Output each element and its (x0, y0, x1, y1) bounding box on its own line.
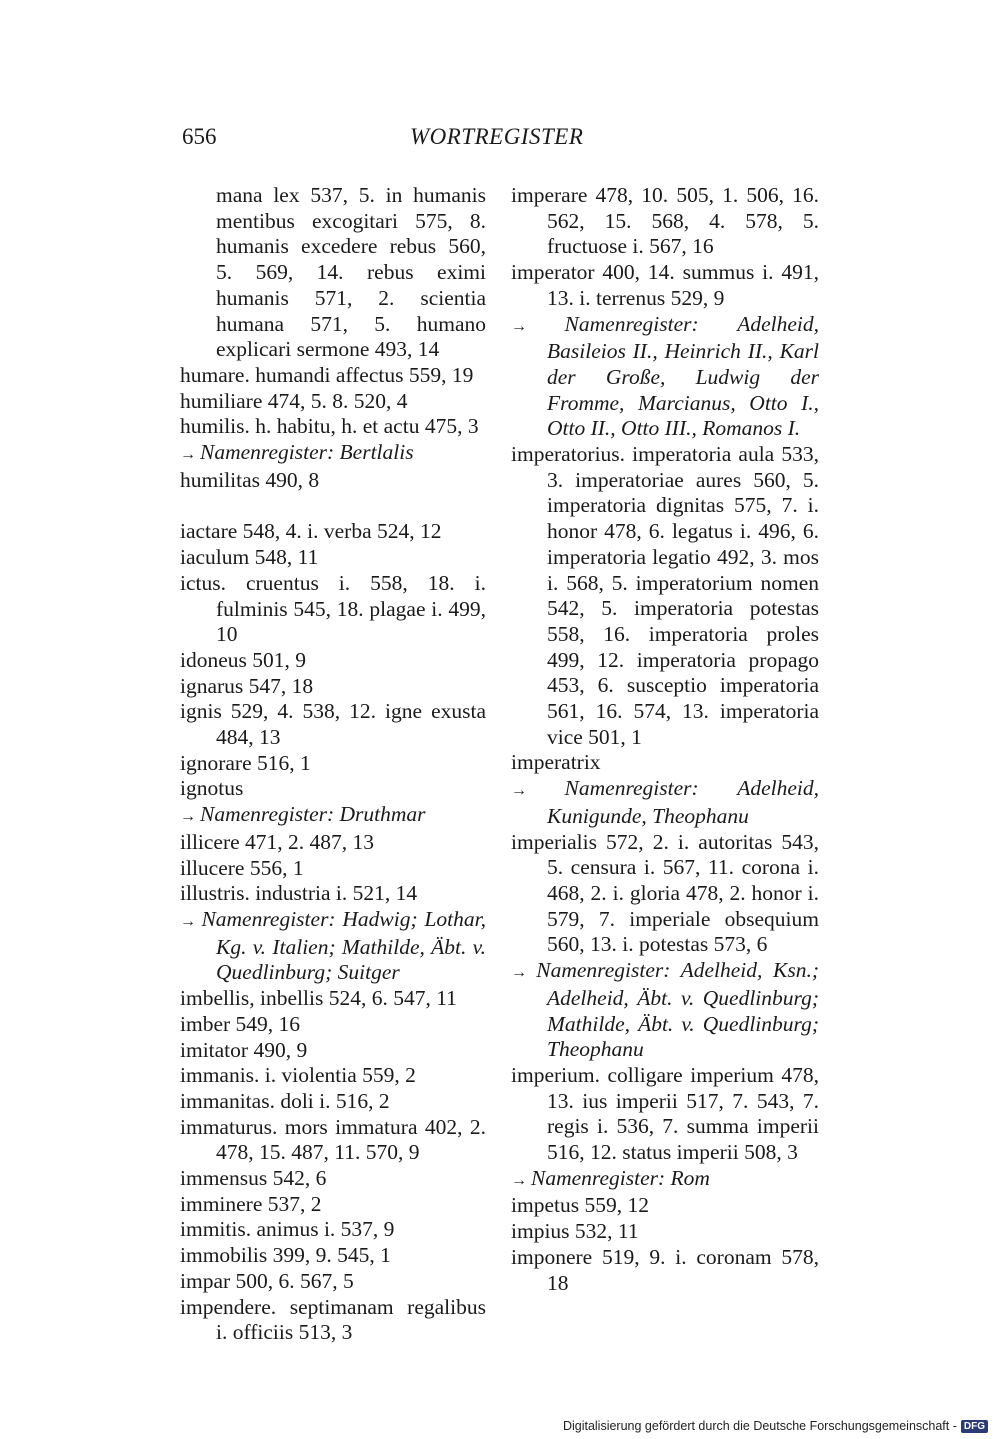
index-entry (180, 519, 486, 545)
entry-text: iactare 548, 4. i. verba 524, 12 (180, 519, 442, 544)
cross-reference (180, 802, 486, 830)
index-entry (180, 856, 486, 882)
index-entry (180, 545, 486, 571)
entry-text: illucere 556, 1 (180, 855, 304, 880)
entry-text: immanis. i. violentia 559, 2 (180, 1063, 416, 1088)
index-entry (180, 1192, 486, 1218)
index-entry (180, 1038, 486, 1064)
letter-section-gap (180, 493, 486, 519)
entry-text: immobilis 399, 9. 545, 1 (180, 1243, 391, 1268)
entry-text: ignorare 516, 1 (180, 750, 311, 775)
index-entry (180, 1243, 486, 1269)
index-entry (180, 1089, 486, 1115)
index-entry (511, 830, 819, 959)
entry-text: illicere 471, 2. 487, 13 (180, 829, 375, 854)
cross-reference (511, 958, 819, 1063)
index-entry (180, 830, 486, 856)
index-entry (180, 468, 486, 494)
index-entry (180, 699, 486, 750)
entry-text: imbellis, inbellis 524, 6. 547, 11 (180, 986, 457, 1011)
entry-text: imperator 400, 14. summus i. 491, 13. i. terrenus 529, 9 (511, 260, 819, 310)
entry-text: iaculum 548, 11 (180, 545, 319, 570)
entry-text: idoneus 501, 9 (180, 647, 307, 672)
index-entry (180, 1295, 486, 1346)
arrow-icon: → (180, 808, 200, 826)
left-column (180, 183, 486, 1346)
index-entry (180, 1166, 486, 1192)
arrow-icon: → (180, 446, 200, 464)
cross-reference (180, 907, 486, 986)
entry-text: Namenregister: Druthmar (200, 802, 426, 827)
entry-text: Namenregister: Hadwig; Lothar, Kg. v. Italien; Mathilde, Äbt. v. Quedlinburg; Suitger (201, 906, 486, 985)
entry-text: mana lex 537, 5. in humanis mentibus excogitari 575, 8. humanis excedere rebus 560, 5. 569, 14. rebus eximi humanis 571, 2. scientia humana 571, 5. humano explicari sermone 493, 14 (216, 183, 486, 362)
cross-reference (511, 312, 819, 443)
index-entry (180, 183, 486, 363)
cross-reference (180, 440, 486, 468)
index-entry (511, 1193, 819, 1219)
cross-reference (511, 776, 819, 829)
cross-reference (511, 1166, 819, 1194)
entry-text: humilitas 490, 8 (180, 467, 320, 492)
running-title: WORTREGISTER (410, 124, 584, 149)
index-entry (180, 389, 486, 415)
entry-text: imperium. colligare imperium 478, 13. ius imperii 517, 7. 543, 7. regis i. 536, 7. summa imperii 516, 12. status imperii 508, 3 (511, 1062, 819, 1165)
page-header (182, 124, 822, 160)
entry-text: impendere. septimanam regalibus i. officiis 513, 3 (180, 1294, 486, 1345)
entry-text: ignis 529, 4. 538, 12. igne exusta 484, 13 (180, 699, 486, 750)
arrow-icon: → (180, 912, 202, 930)
entry-text: imber 549, 16 (180, 1011, 301, 1036)
entry-text: imperatorius. imperatoria aula 533, 3. imperatoriae aures 560, 5. imperatoria dignitas 575, 7. i. honor 478, 6. legatus i. 496, 6. imperatoria legatio 492, 3. mos i. 568, 5. imperatorium nomen 542, 5. imperatoria potestas 558, 16. imperatoria proles 499, 12. imperatoria propago 453, 6. susceptio imperatoria 561, 16. 574, 13. imperatoria vice 501, 1 (511, 442, 819, 749)
index-entry (180, 1217, 486, 1243)
arrow-icon: → (511, 964, 537, 982)
index-entry (511, 183, 819, 260)
entry-text: Namenregister: Adelheid, Ksn.; Adelheid, Äbt. v. Quedlinburg; Mathilde, Äbt. v. Quedlinburg; Theophanu (536, 958, 819, 1062)
index-entry (180, 414, 486, 440)
index-entry (180, 986, 486, 1012)
right-column (511, 183, 819, 1296)
entry-text: humare. humandi affectus 559, 19 (180, 362, 474, 387)
entry-text: impetus 559, 12 (511, 1193, 649, 1218)
index-entry (180, 776, 486, 802)
entry-text: humiliare 474, 5. 8. 520, 4 (180, 388, 408, 413)
entry-text: impius 532, 11 (511, 1219, 639, 1244)
entry-text: imperare 478, 10. 505, 1. 506, 16. 562, 15. 568, 4. 578, 5. fructuose i. 567, 16 (511, 183, 819, 259)
entry-text: imponere 519, 9. i. coronam 578, 18 (511, 1244, 819, 1295)
index-entry (511, 1245, 819, 1296)
entry-text: illustris. industria i. 521, 14 (180, 881, 418, 906)
index-entry (180, 1269, 486, 1295)
entry-text: immitis. animus i. 537, 9 (180, 1217, 395, 1242)
entry-text: immensus 542, 6 (180, 1166, 327, 1191)
entry-text: humilis. h. habitu, h. et actu 475, 3 (180, 414, 479, 439)
index-entry (180, 648, 486, 674)
entry-text: Namenregister: Adelheid, Kunigunde, Theophanu (547, 776, 819, 828)
page-number: 656 (182, 124, 217, 149)
index-entry (180, 1063, 486, 1089)
index-entry (511, 260, 819, 311)
entry-text: imperatrix (511, 750, 601, 775)
entry-text: Namenregister: Adelheid, Basileios II., Heinrich II., Karl der Große, Ludwig der Fromme, Marcianus, Otto I., Otto II., Otto III., Romanos I. (547, 311, 819, 441)
entry-text: ignarus 547, 18 (180, 673, 314, 698)
arrow-icon: → (511, 317, 565, 335)
index-entry (180, 363, 486, 389)
arrow-icon: → (511, 1171, 531, 1189)
index-entry (180, 751, 486, 777)
entry-text: impar 500, 6. 567, 5 (180, 1268, 354, 1293)
entry-text: Namenregister: Bertlalis (200, 440, 414, 465)
index-entry (180, 1115, 486, 1166)
dfg-logo: DFG (961, 1420, 988, 1433)
entry-text: imperialis 572, 2. i. autoritas 543, 5. censura i. 567, 11. corona i. 468, 2. i. gloria 478, 2. honor i. 579, 7. imperiale obsequium 560, 13. i. potestas 573, 6 (511, 829, 819, 957)
footer (563, 1419, 988, 1433)
index-entry (511, 750, 819, 776)
entry-text: immanitas. doli i. 516, 2 (180, 1088, 390, 1113)
entry-text: ictus. cruentus i. 558, 18. i. fulminis 545, 18. plagae i. 499, 10 (180, 570, 486, 647)
footer-text: Digitalisierung gefördert durch die Deutsche Forschungsgemeinschaft - (562, 1419, 957, 1433)
index-entry (180, 1012, 486, 1038)
arrow-icon: → (511, 782, 565, 800)
index-entry (180, 674, 486, 700)
entry-text: immaturus. mors immatura 402, 2. 478, 15. 487, 11. 570, 9 (180, 1114, 486, 1165)
entry-text: Namenregister: Rom (531, 1165, 710, 1190)
entry-text: ignotus (180, 776, 244, 801)
index-entry (180, 571, 486, 648)
index-entry (511, 442, 819, 750)
index-entry (511, 1219, 819, 1245)
index-entry (180, 881, 486, 907)
entry-text: imminere 537, 2 (180, 1191, 322, 1216)
entry-text: imitator 490, 9 (180, 1037, 308, 1062)
index-entry (511, 1063, 819, 1166)
